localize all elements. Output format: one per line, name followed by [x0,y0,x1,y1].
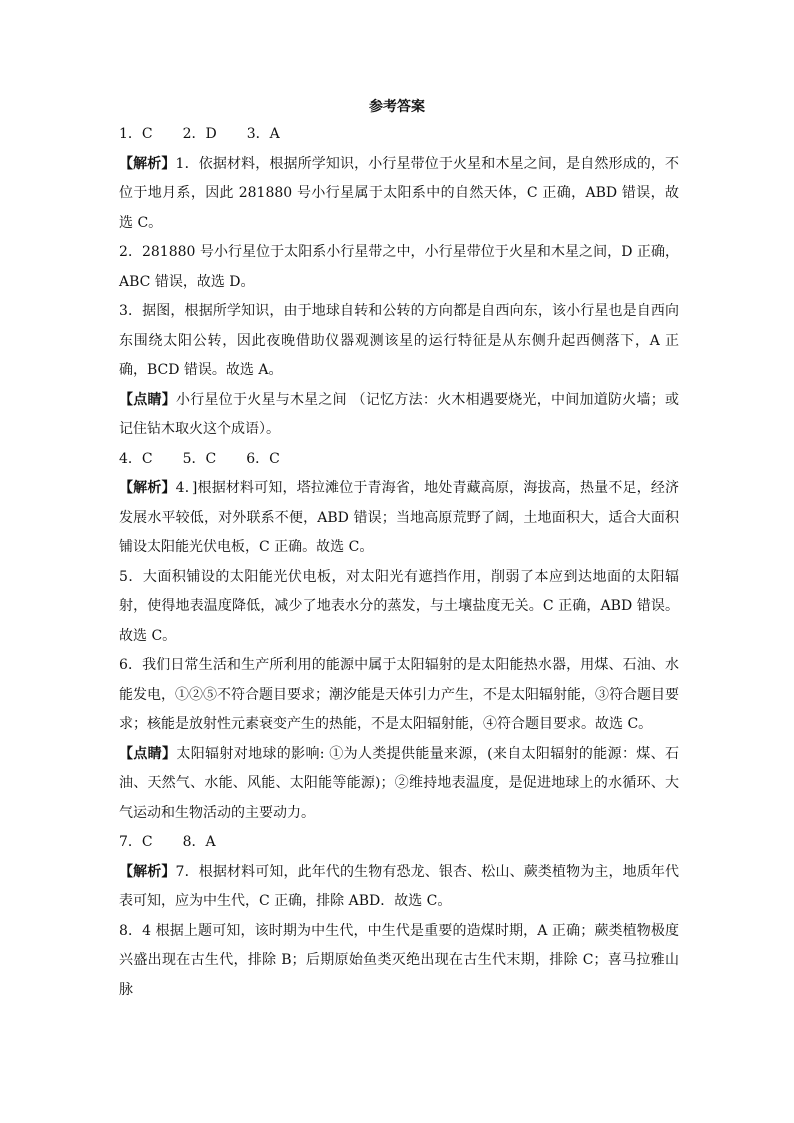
answer-3: 3．A [246,126,280,142]
note-text: 小行星位于火星与木星之间 （记忆方法：火木相遇要烧光，中间加道防火墙；或记住钻木取火这个成语）。 [119,391,680,437]
answer-row-3 [119,828,679,858]
explanation-2: 2．281880 号小行星位于太阳系小行星带之中，小行星带位于火星和木星之间，D 正确，ABC 错误，故选 D。 [119,244,679,290]
analysis-text: 4．]根据材料可知，塔拉滩位于青海省，地处青藏高原，海拔高，热量不足，经济发展水平较低，对外联系不便，ABD 错误；当地高原荒野了阔，土地面积大，适合大面积铺设太阳能光伏电板，C 正确。故选 C。 [119,480,680,555]
page-title: 参考答案 [369,99,425,115]
answer-8: 8．A [182,834,216,850]
note-text: 太阳辐射对地球的影响: ①为人类提供能量来源，(来自太阳辐射的能源：煤、石油、天然气、水能、风能、太阳能等能源)；②维持地表温度，是促进地球上的水循环、大气运动和生物活动的主要动力。 [119,745,679,821]
answer-1: 1．C [119,126,153,142]
answer-2: 2．D [182,126,217,142]
analysis-text: 7．根据材料可知，此年代的生物有恐龙、银杏、松山、蕨类植物为主，地质年代表可知，应为中生代，C 正确，排除 ABD．故选 C。 [119,863,680,909]
explanation-3: 3．据图，根据所学知识，由于地球自转和公转的方向都是自西向东，该小行星也是自西向东围绕太阳公转，因此夜晚借助仪器观测该星的运行特征是从东侧升起西侧落下，A 正确，BCD 错误。故选 A。 [119,303,679,378]
explanation-6: 6．我们日常生活和生产所利用的能源中属于太阳辐射的是太阳能热水器，用煤、石油、水能发电，①②⑤不符合题目要求；潮汐能是天体引力产生，不是太阳辐射能，③符合题目要求；核能是放射性元素衰变产生的热能，不是太阳辐射能，④符合题目要求。故选 C。 [119,657,679,732]
answer-7: 7．C [119,834,153,850]
analysis-3 [119,858,679,917]
answer-row-2 [119,445,679,475]
answer-content [119,120,679,1005]
answer-4: 4．C [119,450,153,467]
analysis-text: 1．依据材料，根据所学知识，小行星带位于火星和木星之间，是自然形成的，不位于地月系，因此 281880 号小行星属于太阳系中的自然天体，C 正确，ABD 错误，故选 C。 [119,155,680,231]
note-2 [119,740,679,829]
explanation-5: 5．大面积铺设的太阳能光伏电板，对太阳光有遮挡作用，削弱了本应到达地面的太阳辐射，使得地表温度降低，减少了地表水分的蒸发，与土壤盐度无关。C 正确，ABD 错误。故选 C。 [119,568,679,644]
analysis-tag: 【解析】 [119,155,176,172]
explanation-8: 8．4 根据上题可知，该时期为中生代，中生代是重要的造煤时期，A 正确；蕨类植物极度兴盛出现在古生代，排除 B；后期原始鱼类灭绝出现在古生代末期，排除 C；喜马拉雅山脉 [119,922,679,998]
analysis-tag: 【解析】 [119,480,176,496]
analysis-2 [119,474,679,563]
note-tag: 【点睛】 [119,745,177,762]
note-tag: 【点睛】 [119,391,176,408]
answer-6: 6．C [246,450,280,467]
answer-5: 5．C [182,450,217,467]
analysis-1 [119,150,679,239]
note-1 [119,386,679,445]
analysis-tag: 【解析】 [119,863,176,880]
answer-row-1 [119,120,679,150]
